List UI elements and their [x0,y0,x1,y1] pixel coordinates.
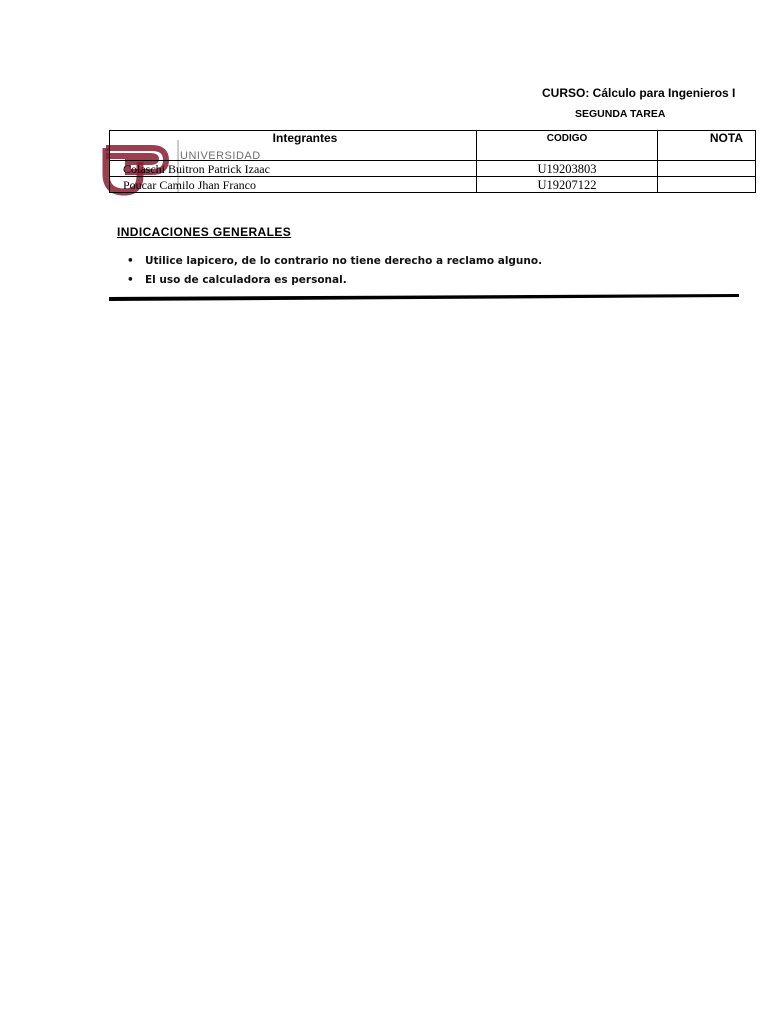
members-header-cell [110,131,477,161]
bullet-dot-icon: • [127,274,134,286]
grade-header: NOTA [709,131,743,145]
list-item [125,252,542,271]
code-header: CODIGO [546,133,588,144]
indication-text: El uso de calculadora es personal. [145,274,347,286]
member-code: U19207122 [537,177,597,192]
horizontal-divider [109,294,739,302]
members-table [109,130,756,193]
members-header: Integrantes [272,131,338,145]
task-title: SEGUNDA TAREA [575,108,666,120]
code-header-cell [477,131,658,161]
member-code: U19203803 [537,161,597,176]
table-header-row [110,131,756,161]
bullet-dot-icon: • [127,255,134,267]
university-logo-text: UNIVERSIDAD [180,150,261,162]
member-name: Colaschi Buitron Patrick Izaac [123,161,270,176]
table-row [110,177,756,193]
course-title: CURSO: Cálculo para Ingenieros I [542,86,736,100]
table-row [110,161,756,177]
list-item [125,271,542,290]
indications-heading: INDICACIONES GENERALES [117,225,292,239]
grade-header-cell [658,131,756,161]
indication-text: Utilice lapicero, de lo contrario no tiene derecho a reclamo alguno. [145,255,543,267]
member-name: Poucar Camilo Jhan Franco [123,177,256,192]
indications-list [125,252,542,290]
